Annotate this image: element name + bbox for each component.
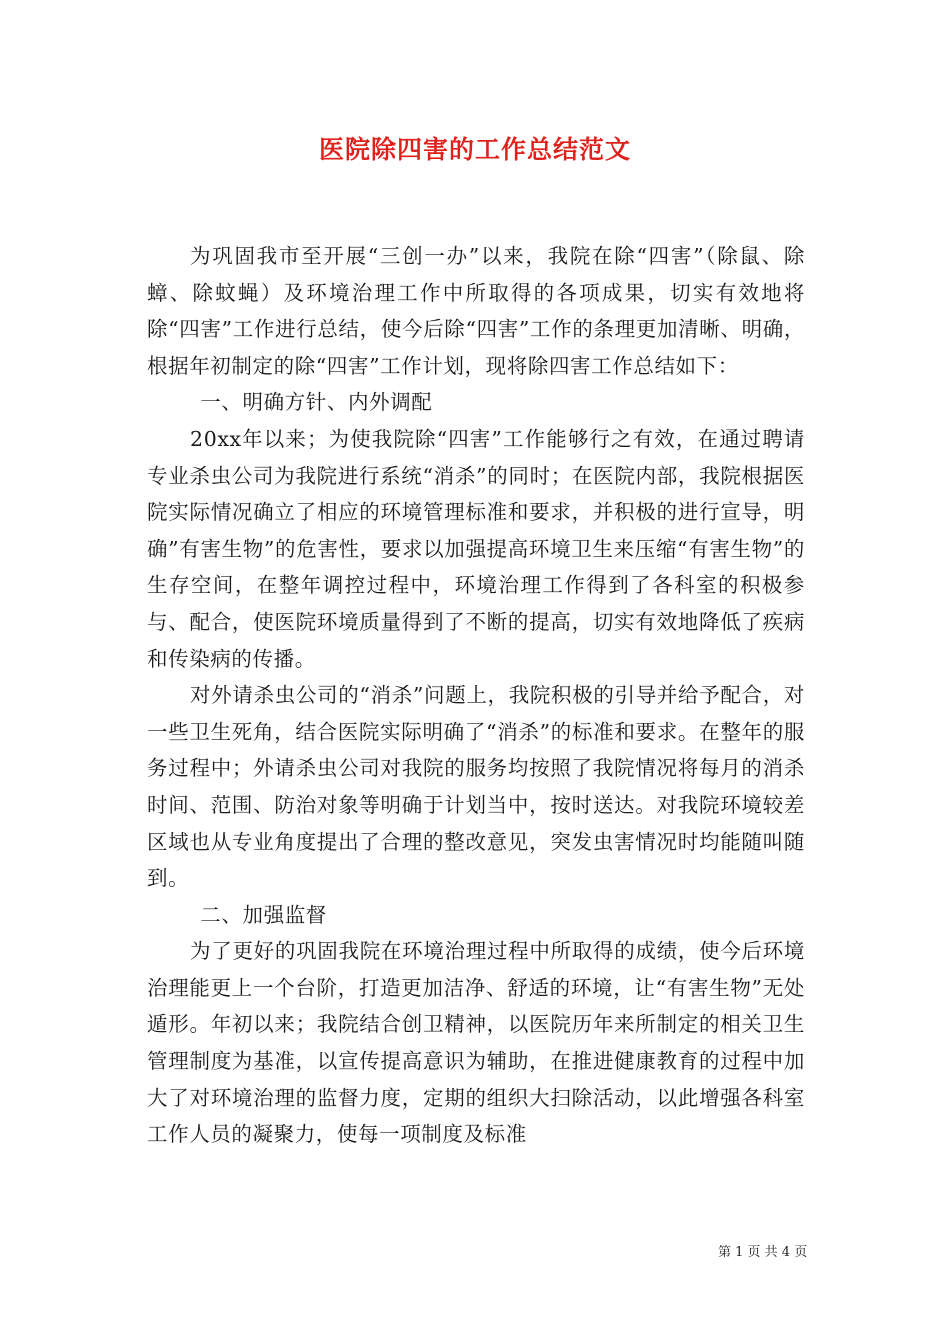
paragraph-intro: 为巩固我市至开展“三创一办”以来，我院在除“四害”（除鼠、除蟑、除蚊蝇）及环境治理工作中所取得的各项成果，切实有效地将除“四害”工作进行总结，使今后除“四害”工作的条理更加清晰、明确，根据年初制定的除“四害”工作计划，现将除四害工作总结如下： — [147, 244, 805, 378]
document-title: 医院除四害的工作总结范文 — [318, 135, 631, 164]
paragraph-section1-a: 20xx年以来；为使我院除“四害”工作能够行之有效，在通过聘请专业杀虫公司为我院进行系统“消杀”的同时；在医院内部，我院根据医院实际情况确立了相应的环境管理标准和要求，并积极的进行宣导，明确”有害生物”的危害性，要求以加强提高环境卫生来压缩“有害生物”的生存空间，在整年调控过程中，环境治理工作得到了各科室的积极参与、配合，使医院环境质量得到了不断的提高，切实有效地降低了疾病和传染病的传播。 — [147, 426, 805, 671]
document-body — [147, 238, 805, 1153]
section-heading-2: 二、加强监督 — [200, 902, 327, 927]
paragraph-section1-b: 对外请杀虫公司的“消杀”问题上，我院积极的引导并给予配合，对一些卫生死角，结合医院实际明确了“消杀”的标准和要求。在整年的服务过程中；外请杀虫公司对我院的服务均按照了我院情况将每月的消杀时间、范围、防治对象等明确于计划当中，按时送达。对我院环境较差区域也从专业角度提出了合理的整改意见，突发虫害情况时均能随叫随到。 — [147, 683, 805, 891]
section-heading-1: 一、明确方针、内外调配 — [200, 390, 433, 415]
page-number: 第 1 页 共 4 页 — [718, 1245, 808, 1260]
paragraph-section2-a: 为了更好的巩固我院在环境治理过程中所取得的成绩，使今后环境治理能更上一个台阶，打造更加洁净、舒适的环境，让“有害生物”无处遁形。年初以来；我院结合创卫精神，以医院历年来所制定的相关卫生管理制度为基准，以宣传提高意识为辅助，在推进健康教育的过程中加大了对环境治理的监督力度，定期的组织大扫除活动，以此增强各科室工作人员的凝聚力，使每一项制度及标准 — [147, 939, 805, 1147]
